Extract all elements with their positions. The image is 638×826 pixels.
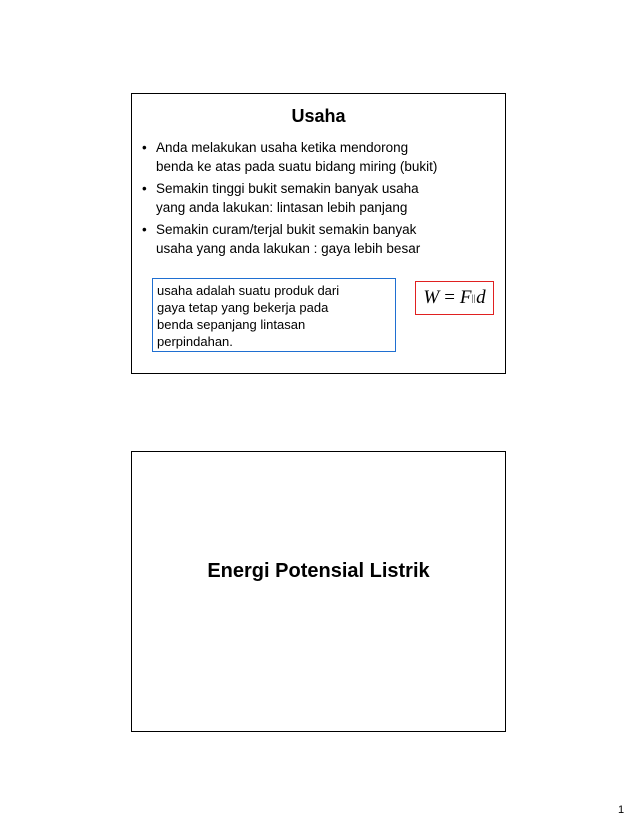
- definition-line: usaha adalah suatu produk dari: [157, 283, 340, 298]
- slide-energi-potensial: [131, 451, 506, 732]
- definition-line: benda sepanjang lintasan: [157, 317, 306, 332]
- bullet-item: [142, 179, 492, 217]
- definition-box: [152, 278, 396, 352]
- definition-line: gaya tetap yang bekerja pada: [157, 300, 329, 315]
- bullet-dot-icon: •: [142, 140, 147, 155]
- slide-title: Usaha: [291, 106, 346, 126]
- formula-force-symbol: F: [459, 287, 472, 308]
- bullet-text-line: Anda melakukan usaha ketika mendorong: [156, 140, 409, 155]
- work-formula: [415, 281, 494, 315]
- bullet-dot-icon: •: [142, 222, 147, 237]
- bullet-item: [142, 138, 492, 176]
- formula-distance-symbol: d: [476, 287, 486, 308]
- bullet-text-line: usaha yang anda lakukan : gaya lebih besar: [156, 241, 421, 256]
- bullet-text-line: yang anda lakukan: lintasan lebih panjang: [156, 200, 408, 215]
- bullet-text-line: Semakin tinggi bukit semakin banyak usaha: [156, 181, 419, 196]
- formula-parallel-subscript: ||: [471, 293, 476, 303]
- slide-usaha: [131, 93, 506, 374]
- definition-line: perpindahan.: [157, 334, 233, 349]
- bullet-item: [142, 220, 492, 258]
- slide-title: Energi Potensial Listrik: [207, 560, 430, 582]
- bullet-text-line: Semakin curam/terjal bukit semakin banyak: [156, 222, 417, 237]
- bullet-text-line: benda ke atas pada suatu bidang miring (bukit): [156, 159, 438, 174]
- bullet-list: [142, 138, 492, 261]
- page-number: 1: [618, 804, 625, 816]
- formula-work-symbol: W: [423, 287, 440, 308]
- bullet-dot-icon: •: [142, 181, 147, 196]
- formula-equals: =: [444, 287, 455, 308]
